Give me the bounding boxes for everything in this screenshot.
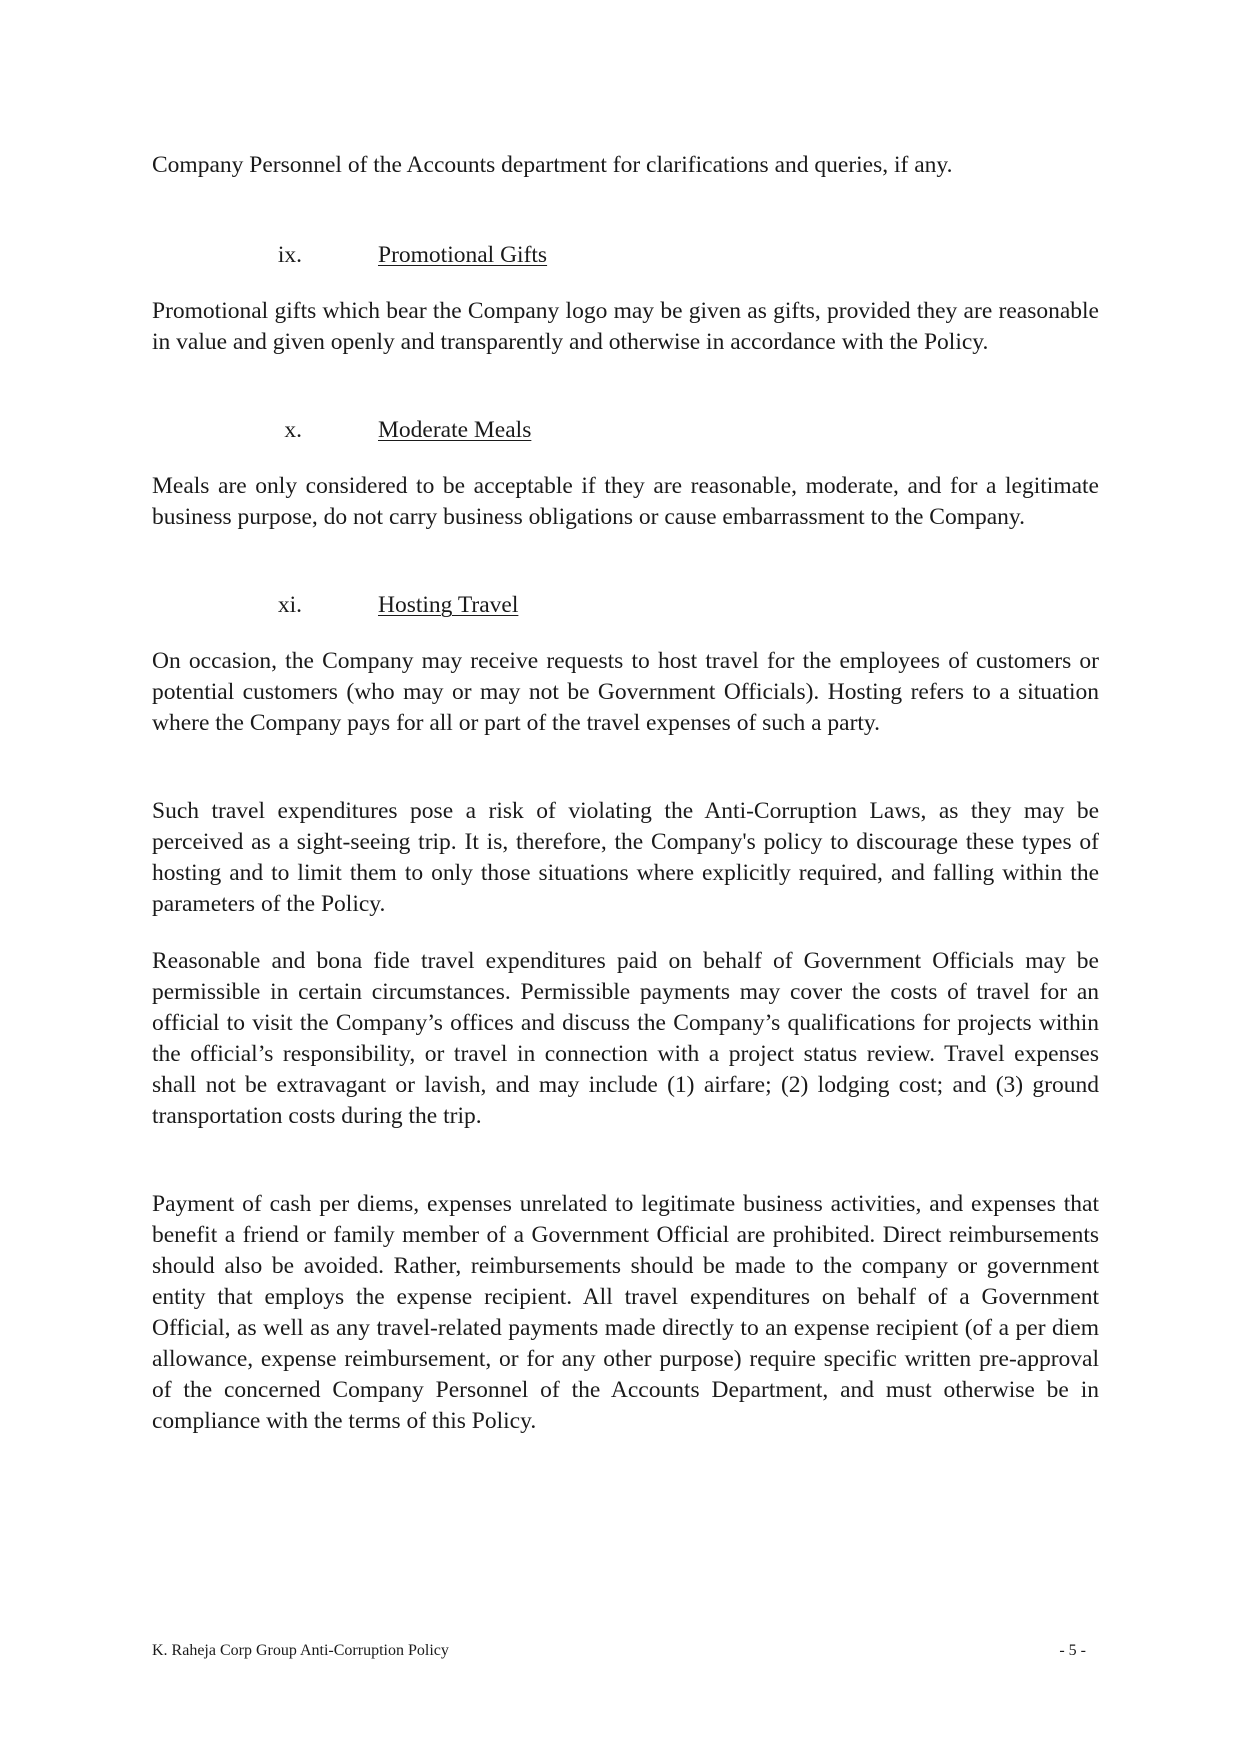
paragraph-prohibited-payments: Payment of cash per diems, expenses unrelated to legitimate business activities, and expenses that benefit a friend or family member of a Government Official are prohibited. Direct reimbursements should also be avoided. Rather, reimbursements should be made to the company or government entity that employs the expense recipient. All travel expenditures on behalf of a Government Official, as well as any travel-related payments made directly to an expense recipient (of a per diem allowance, expense reimbursement, or for any other purpose) require specific written pre-approval of the concerned Company Personnel of the Accounts Department, and must otherwise be in compliance with the terms of this Policy. xyxy=(152,1191,1099,1434)
footer-page-number: - 5 - xyxy=(1059,1642,1086,1659)
heading-number: x. xyxy=(284,417,302,443)
paragraph-hosting-travel-intro: On occasion, the Company may receive requests to host travel for the employees of customers or potential customers (who may or may not be Government Officials). Hosting refers to a situation where the Company pays for all or part of the travel expenses of such a party. xyxy=(152,648,1099,736)
paragraph-accounts-clarifications: Company Personnel of the Accounts department for clarifications and queries, if any. xyxy=(152,152,953,178)
heading-title: Promotional Gifts xyxy=(378,242,548,268)
paragraph-moderate-meals: Meals are only considered to be acceptable if they are reasonable, moderate, and for a legitimate business purpose, do not carry business obligations or cause embarrassment to the Company. xyxy=(152,473,1099,530)
heading-number: xi. xyxy=(277,592,302,618)
heading-title: Moderate Meals xyxy=(378,417,532,443)
heading-number: ix. xyxy=(277,242,302,268)
paragraph-travel-risk: Such travel expenditures pose a risk of violating the Anti-Corruption Laws, as they may be perceived as a sight-seeing trip. It is, therefore, the Company's policy to discourage these types of hosting and to limit them to only those situations where explicitly required, and falling within the parameters of the Policy. xyxy=(152,798,1099,917)
heading-title: Hosting Travel xyxy=(378,592,519,618)
paragraph-promotional-gifts: Promotional gifts which bear the Company logo may be given as gifts, provided they are reasonable in value and given openly and transparently and otherwise in accordance with the Policy. xyxy=(152,298,1099,355)
footer-document-title: K. Raheja Corp Group Anti-Corruption Policy xyxy=(152,1642,449,1659)
paragraph-permissible-travel: Reasonable and bona fide travel expenditures paid on behalf of Government Officials may be permissible in certain circumstances. Permissible payments may cover the costs of travel for an official to visit the Company’s offices and discuss the Company’s qualifications for projects within the official’s responsibility, or travel in connection with a project status review. Travel expenses shall not be extravagant or lavish, and may include (1) airfare; (2) lodging cost; and (3) ground transportation costs during the trip. xyxy=(152,948,1099,1129)
